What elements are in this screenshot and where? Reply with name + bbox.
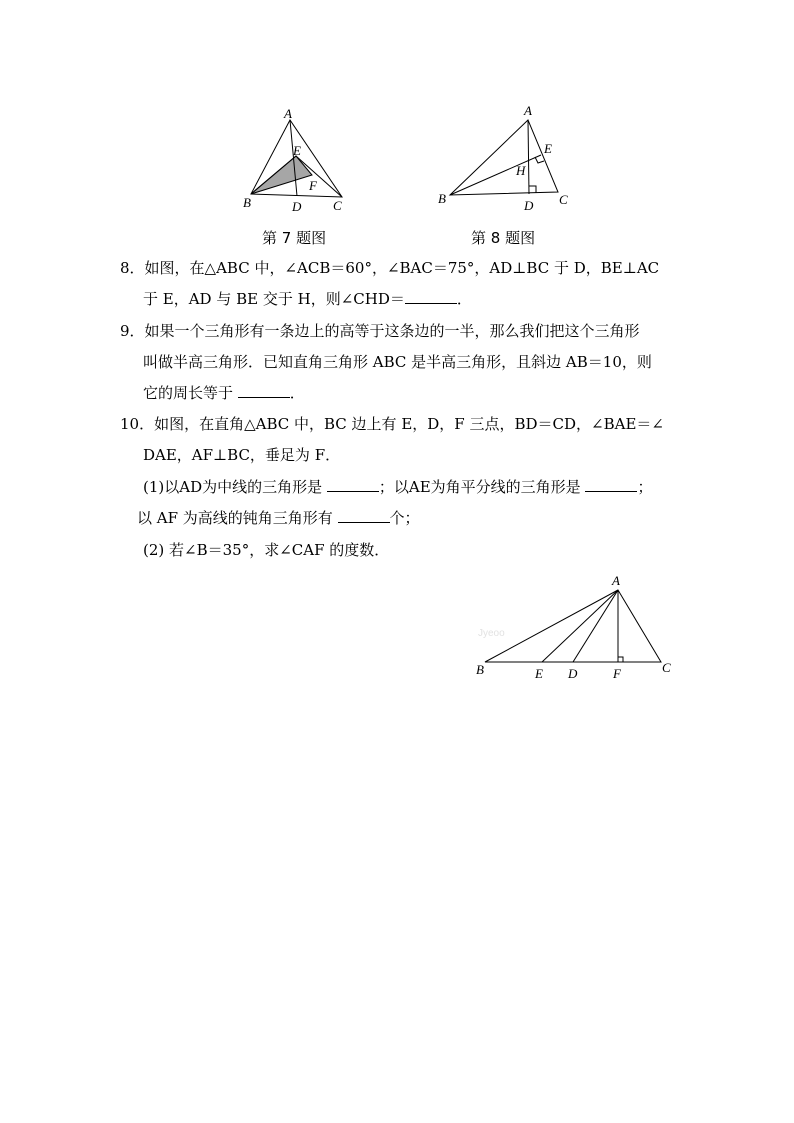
question-10-part1-a: (1)以AD为中线的三角形是 [143, 478, 327, 496]
label-e: E [535, 666, 543, 681]
right-angle-mark-d [529, 186, 536, 193]
label-f: F [309, 178, 317, 193]
answer-blank-q10-count[interactable] [338, 508, 390, 523]
question-10-part1-d: 以 AF 为高线的钝角三角形有 [137, 509, 338, 527]
question-10-line-3 [143, 477, 652, 497]
label-d: D [568, 666, 578, 681]
label-a: A [284, 106, 292, 121]
label-b: B [438, 191, 446, 206]
question-8-text: 于 E，AD 与 BE 交于 H，则∠CHD＝ [143, 290, 405, 308]
question-10-line-5: (2) 若∠B＝35°，求∠CAF 的度数． [143, 541, 390, 559]
question-10-line-1: 10．如图，在直角△ABC 中，BC 边上有 E，D，F 三点，BD＝CD，∠BAE＝∠ [120, 415, 664, 433]
question-9-line-3 [143, 383, 305, 403]
watermark: Jyeoo [478, 628, 505, 639]
answer-blank-q9[interactable] [238, 383, 290, 398]
label-c: C [333, 198, 342, 213]
question-9-line-1: 9．如果一个三角形有一条边上的高等于这条边的一半，那么我们把这个三角形 [120, 322, 640, 340]
question-9-text: 它的周长等于 [143, 384, 238, 402]
answer-blank-q10-bisector[interactable] [585, 477, 637, 492]
question-10-part1-c: ； [637, 478, 653, 496]
label-b: B [243, 195, 251, 210]
question-9-end: ． [289, 384, 305, 402]
label-h: H [516, 163, 526, 178]
question-10-line-2: DAE，AF⊥BC，垂足为 F． [143, 446, 341, 464]
segment-ad [528, 120, 529, 194]
label-b: B [476, 662, 484, 677]
label-a: A [612, 573, 620, 588]
right-angle-mark-f [618, 657, 623, 662]
figure-8 [435, 100, 575, 215]
answer-blank-q10-median[interactable] [327, 477, 379, 492]
label-d: D [524, 198, 534, 213]
question-8-end: ． [456, 290, 472, 308]
question-10-line-4 [137, 508, 420, 528]
question-10-part1-b: ；以AE为角平分线的三角形是 [378, 478, 586, 496]
label-c: C [662, 660, 671, 675]
label-d: D [292, 199, 302, 214]
question-8-line-1: 8．如图，在△ABC 中，∠ACB＝60°，∠BAC＝75°，AD⊥BC 于 D，BE⊥AC [120, 259, 660, 277]
triangle-abc [450, 120, 558, 195]
figure-7 [240, 100, 360, 220]
triangle-abc [485, 590, 661, 662]
figure-10 [470, 570, 680, 685]
segment-be [450, 155, 541, 195]
label-e: E [544, 141, 552, 156]
label-f: F [613, 666, 621, 681]
figure-7-caption: 第 7 题图 [262, 229, 327, 247]
answer-blank-q8[interactable] [405, 289, 457, 304]
label-c: C [559, 192, 568, 207]
right-angle-mark-e [535, 157, 544, 163]
label-e: E [293, 143, 301, 158]
question-10-part1-e: 个； [389, 509, 420, 527]
question-8-line-2 [143, 289, 472, 309]
figure-8-caption: 第 8 题图 [471, 229, 536, 247]
label-a: A [524, 103, 532, 118]
question-9-line-2: 叫做半高三角形．已知直角三角形 ABC 是半高三角形，且斜边 AB＝10，则 [143, 353, 652, 371]
